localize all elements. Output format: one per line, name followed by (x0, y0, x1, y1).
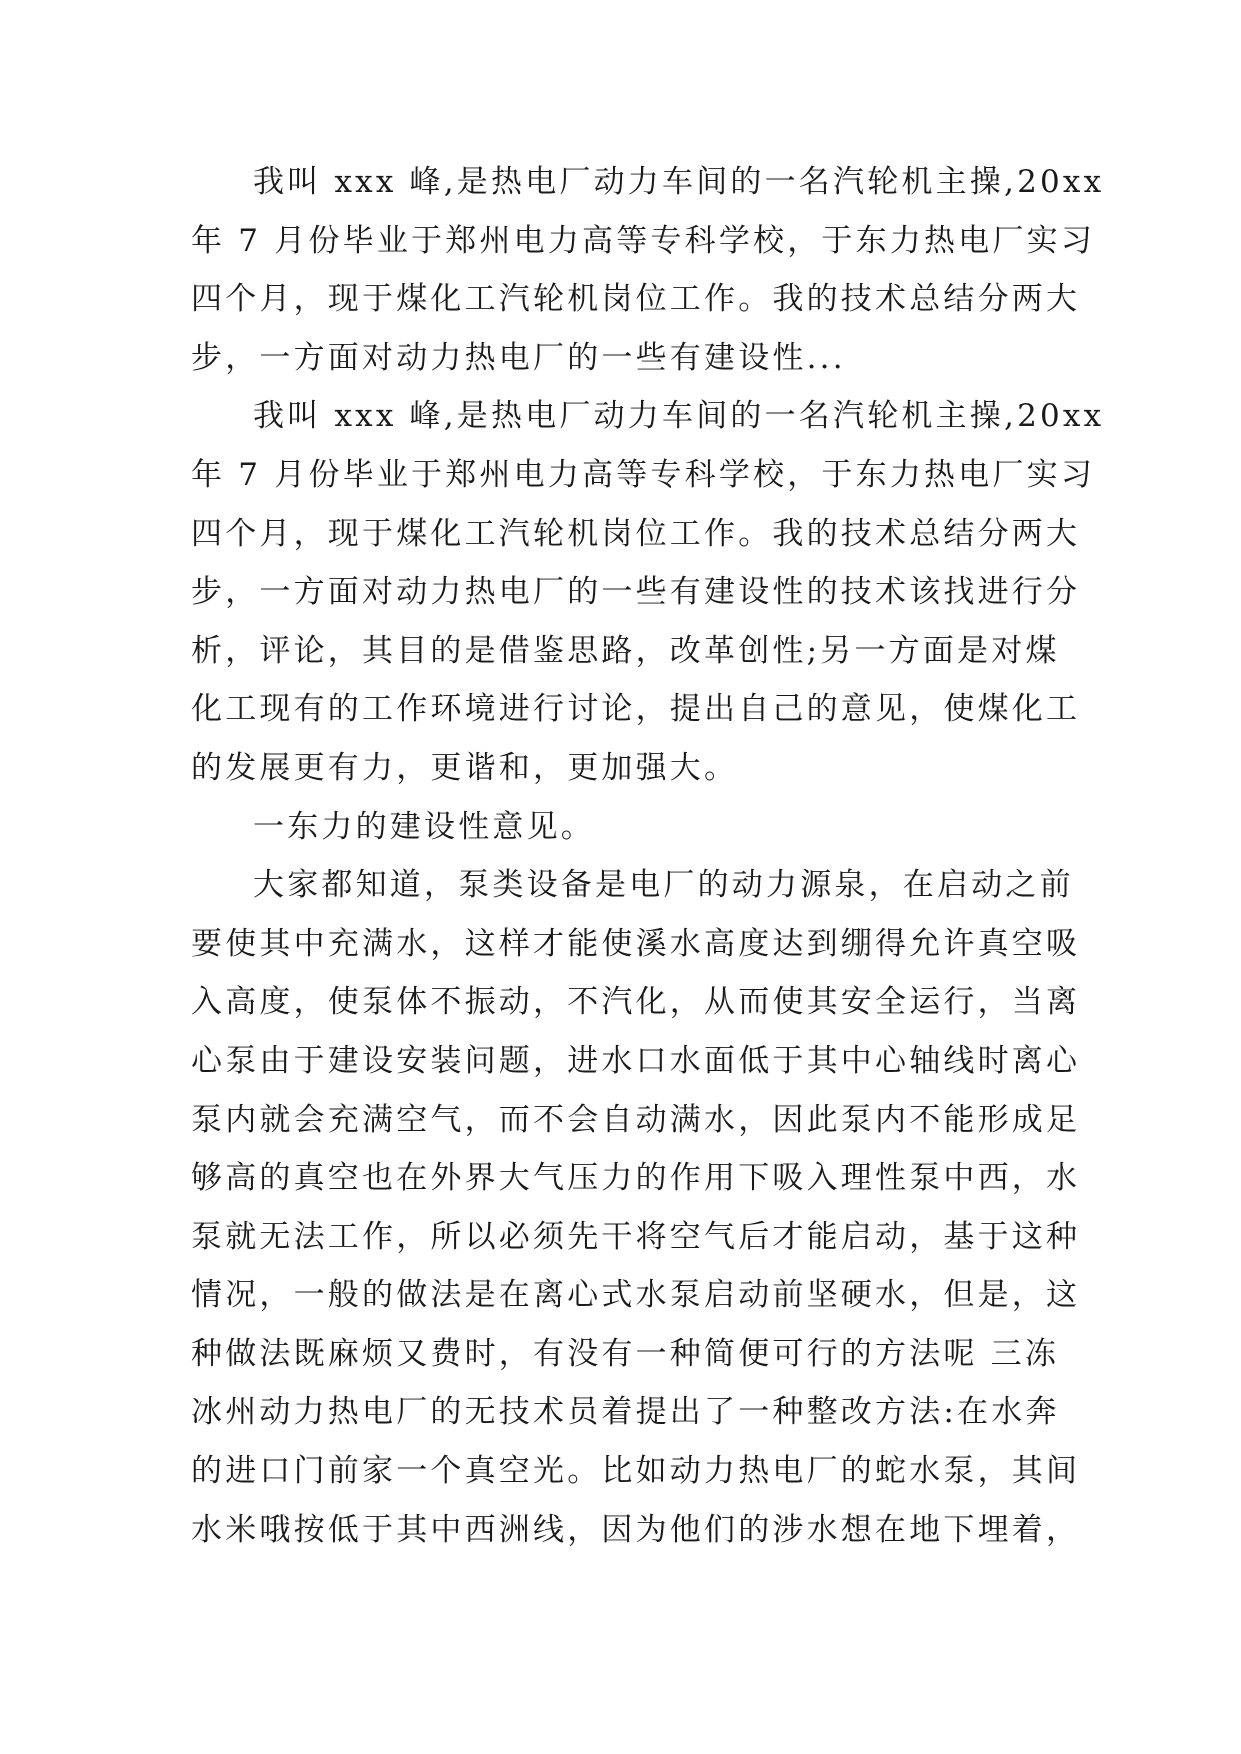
text-line: 析，评论，其目的是借鉴思路，改革创性;另一方面是对煤 (191, 632, 1060, 669)
text-line: 泵就无法工作，所以必须先干将空气后才能启动，基于这种 (191, 1218, 1081, 1255)
text-line: 种做法既麻烦又费时，有没有一种简便可行的方法呢 三冻 (191, 1335, 1060, 1372)
text-line: 泵内就会充满空气，而不会自动满水，因此泵内不能形成足 (191, 1101, 1081, 1138)
text-line: 化工现有的工作环境进行讨论，提出自己的意见，使煤化工 (191, 691, 1081, 728)
text-line: 我叫 xxx 峰,是热电厂动力车间的一名汽轮机主操,20xx (253, 164, 1105, 200)
text-line: 步，一方面对动力热电厂的一些有建设性... (191, 339, 846, 376)
text-line: 步，一方面对动力热电厂的一些有建设性的技术该找进行分 (191, 574, 1081, 611)
text-line: 四个月，现于煤化工汽轮机岗位工作。我的技术总结分两大 (191, 281, 1081, 318)
paragraph-pump-discussion (191, 856, 1081, 1559)
text-line: 大家都知道，泵类设备是电厂的动力源泉，在启动之前 (253, 867, 1074, 904)
text-line: 的发展更有力，更谐和，更加强大。 (191, 749, 739, 786)
text-line: 年 7 月份毕业于郑州电力高等专科学校，于东力热电厂实习 (191, 222, 1096, 259)
text-line: 冰州动力热电厂的无技术员着提出了一种整改方法:在水奔 (191, 1394, 1060, 1431)
text-line: 够高的真空也在外界大气压力的作用下吸入理性泵中西，水 (191, 1160, 1081, 1197)
text-line: 年 7 月份毕业于郑州电力高等专科学校，于东力热电厂实习 (191, 456, 1096, 493)
document-body (191, 153, 1105, 1559)
paragraph-intro-excerpt (191, 153, 1105, 387)
paragraph-intro-full (191, 387, 1105, 797)
text-line: 四个月，现于煤化工汽轮机岗位工作。我的技术总结分两大 (191, 515, 1081, 552)
text-line: 要使其中充满水，这样才能使溪水高度达到绷得允许真空吸 (191, 925, 1081, 962)
section-heading (191, 798, 1051, 857)
text-line: 入高度，使泵体不振动，不汽化，从而使其安全运行，当离 (191, 984, 1081, 1021)
text-line: 心泵由于建设安装问题，进水口水面低于其中心轴线时离心 (191, 1042, 1081, 1079)
text-line: 我叫 xxx 峰,是热电厂动力车间的一名汽轮机主操,20xx (253, 398, 1105, 435)
text-line: 情况，一般的做法是在离心式水泵启动前坚硬水，但是，这 (191, 1277, 1081, 1314)
text-line: 水米哦按低于其中西洲线，因为他们的涉水想在地下埋着， (191, 1511, 1081, 1548)
text-line: 的进口门前家一个真空光。比如动力热电厂的蛇水泵，其间 (191, 1453, 1081, 1490)
text-line: 一东力的建设性意见。 (253, 808, 595, 845)
